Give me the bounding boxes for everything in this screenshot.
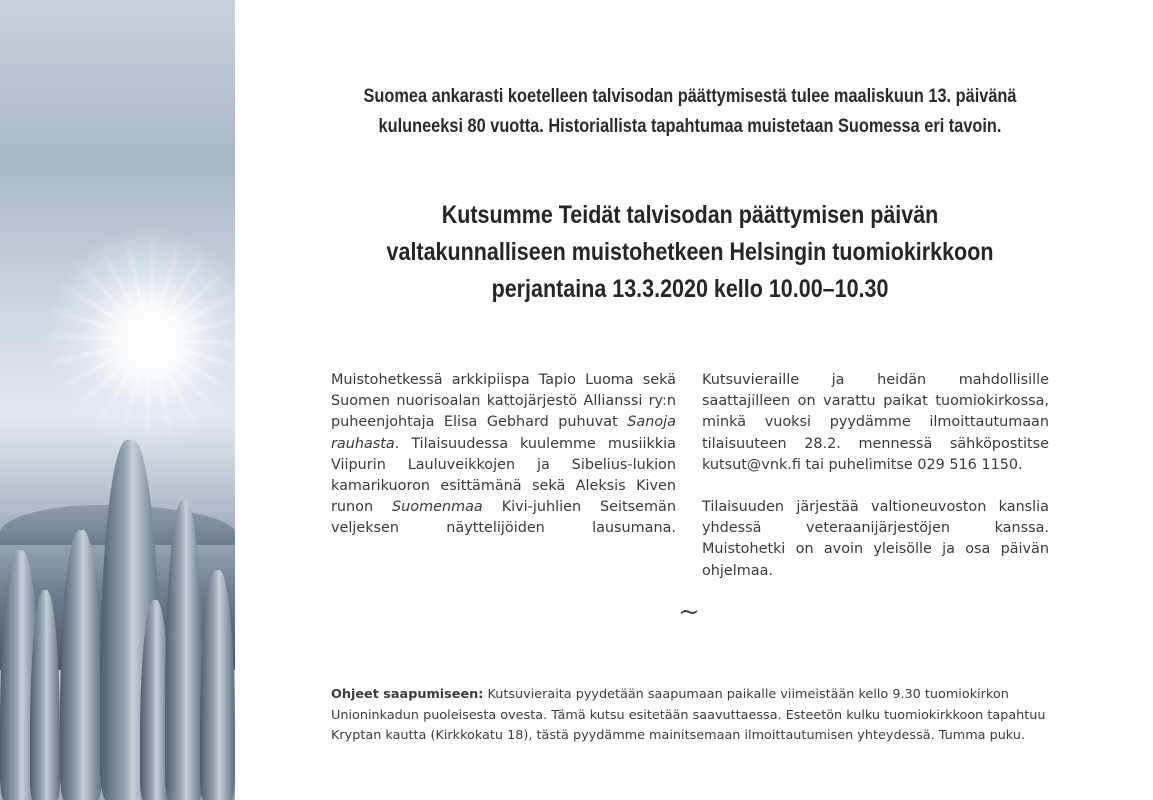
program-description [331, 370, 676, 561]
winter-forest-photo [0, 0, 235, 800]
intro-line-1: Suomea ankarasti koetelleen talvisodan päättymisestä tulee maaliskuun 13. päivänä [363, 86, 1017, 107]
program-text-1: Muistohetkessä arkkipiispa Tapio Luoma sekä Suomen nuorisoalan kattojärjestö Allianssi ry:n puheenjohtaja Elisa Gebhard puhuvat [331, 372, 676, 431]
program-text-2: . Tilaisuudessa kuulemme musiikkia Viipurin Lauluveikkojen ja Sibelius-lukion kamarikuoron esittämänä sekä Aleksis Kiven runon [331, 435, 676, 516]
tilde-divider: ~ [678, 597, 700, 627]
invitation-heading [355, 197, 1026, 308]
snow-tree [30, 590, 60, 800]
intro-line-2: kuluneeksi 80 vuotta. Historiallista tapahtumaa muistetaan Suomessa eri tavoin. [378, 116, 1002, 137]
program-text-3: Kivi-juhlien Seitsemän veljeksen näyttelijöiden lausumana. [331, 499, 676, 537]
snow-tree [165, 500, 203, 800]
instructions-label: Ohjeet saapumiseen: [331, 687, 484, 702]
registration-paragraph: Kutsuvieraille ja heidän mahdollisille saattajilleen on varattu paikat tuomiokirkossa, minkä vuoksi pyydämme ilmoittautumaan tilaisuuteen 28.2. mennessä sähköpostitse kutsut@vnk.fi tai puhelimitse 029 516 1150. [702, 372, 1049, 473]
invitation-line-2: valtakunnalliseen muistohetkeen Helsingin tuomiokirkkoon [386, 238, 994, 266]
snow-tree [200, 570, 235, 800]
snow-tree [60, 530, 102, 800]
invitation-line-3: perjantaina 13.3.2020 kello 10.00–10.30 [491, 275, 889, 303]
sun-burst [40, 230, 235, 450]
instructions-text: Kutsuvieraita pyydetään saapumaan paikalle viimeistään kello 9.30 tuomiokirkon Unioninkadun puoleisesta ovesta. Tämä kutsu esitetään saavuttaessa. Esteetön kulku tuomiokirkkoon tapahtuu Kryptan kautta (Kirkkokatu 18), tästä pyydämme mainitsemaan ilmoittautumisen yhteydessä. Tumma puku. [331, 687, 1046, 743]
poem-title: Suomenmaa [392, 499, 483, 516]
registration-info [702, 370, 1049, 603]
intro-text [355, 82, 1026, 142]
program-paragraph [331, 370, 676, 540]
organizer-paragraph: Tilaisuuden järjestää valtioneuvoston kanslia yhdessä veteraanijärjestöjen kanssa. Muistohetki on avoin yleisölle ja osa päivän ohjelmaa. [702, 499, 1049, 579]
invitation-line-1: Kutsumme Teidät talvisodan päättymisen päivän [441, 201, 939, 229]
speech-title: Sanoja rauhasta [331, 414, 676, 452]
arrival-instructions [331, 685, 1061, 747]
